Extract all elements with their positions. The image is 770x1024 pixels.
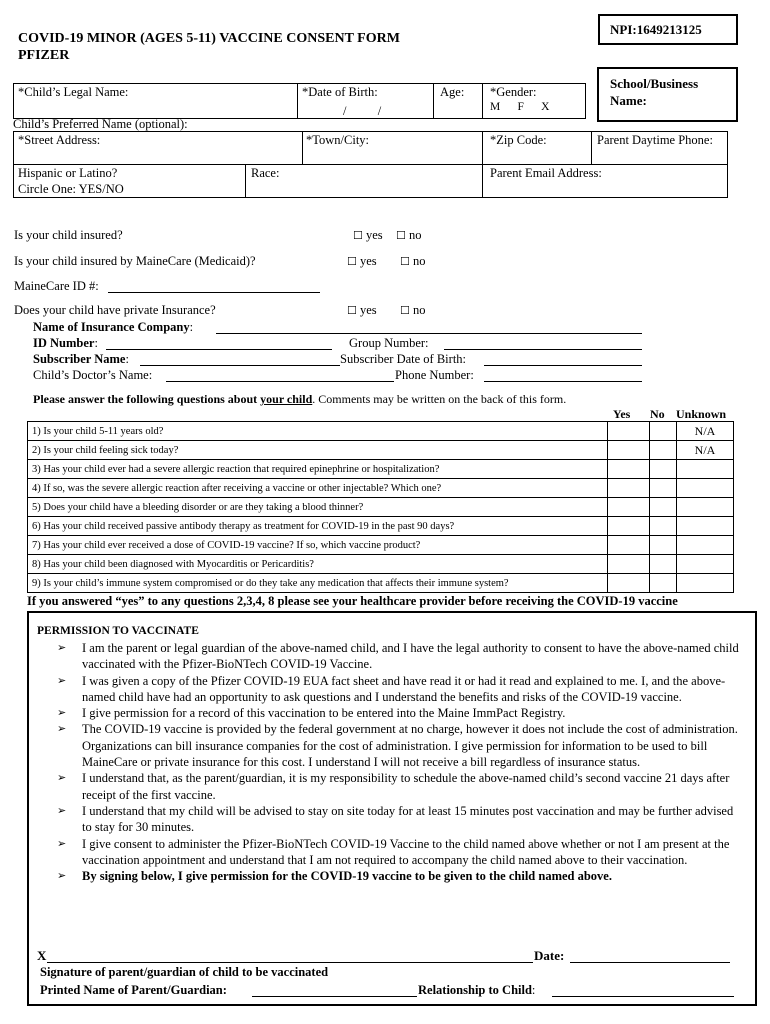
answer-yes-cell[interactable] xyxy=(608,517,650,536)
checkbox-icon[interactable]: ☐ xyxy=(400,304,410,317)
doctor-name-field[interactable] xyxy=(166,381,394,382)
answer-no-cell[interactable] xyxy=(650,574,677,593)
answer-no-cell[interactable] xyxy=(650,555,677,574)
answer-yes-cell[interactable] xyxy=(608,460,650,479)
subscriber-name-label: Subscriber Name: xyxy=(33,352,129,366)
table-row xyxy=(28,555,734,574)
col-header-no: No xyxy=(650,407,665,421)
list-item xyxy=(55,770,745,803)
answer-yes-cell[interactable] xyxy=(608,574,650,593)
arrow-bullet-icon: ➢ xyxy=(57,673,67,687)
date-label: Date: xyxy=(534,948,565,963)
answer-unknown-cell[interactable]: N/A xyxy=(677,441,734,460)
id-number-label: ID Number: xyxy=(33,336,98,350)
permission-statement: I understand that, as the parent/guardian, it is my responsibility to schedule the above-named child’s second vaccine 21 days after receipt of the first vaccine. xyxy=(82,771,730,802)
doctor-phone-field[interactable] xyxy=(484,381,642,382)
permission-statement: The COVID-19 vaccine is provided by the federal government at no charge, however it does not include the cost of administration. Organizations can bill insurance companies for the cost of administration. I give permission for information to be used to bill MaineCare or private insurance for this cost. I understand I will not receive a bill regardless of insurance status. xyxy=(82,722,738,770)
question-text: 4) If so, was the severe allergic reaction after receiving a vaccine or other injectable? Which one? xyxy=(28,479,608,498)
answer-unknown-cell[interactable]: N/A xyxy=(677,422,734,441)
question-text: 2) Is your child feeling sick today? xyxy=(28,441,608,460)
id-number-field[interactable] xyxy=(106,349,332,350)
question-text: 9) Is your child’s immune system compromised or do they take any medication that affects their immune system? xyxy=(28,574,608,593)
relationship-label: Relationship to Child: xyxy=(418,983,536,997)
subscriber-name-field[interactable] xyxy=(140,365,340,366)
question-text: 7) Has your child ever received a dose of COVID-19 vaccine? If so, which vaccine product? xyxy=(28,536,608,555)
hispanic-label: Hispanic or Latino? xyxy=(18,166,118,180)
arrow-bullet-icon: ➢ xyxy=(57,771,67,785)
table-row xyxy=(28,460,734,479)
private-yes-option[interactable]: ☐ yes xyxy=(347,303,377,317)
final-permission-statement: By signing below, I give permission for the COVID-19 vaccine to be given to the child named above. xyxy=(82,869,612,884)
printed-name-field[interactable] xyxy=(252,996,417,997)
permission-statement: I give consent to administer the Pfizer-BioNTech COVID-19 Vaccine to the child named above whether or not I am present at the vaccination appointment and understand that I am not required to accompany the child named above to their vaccination. xyxy=(82,836,730,867)
answer-no-cell[interactable] xyxy=(650,479,677,498)
table-row xyxy=(28,517,734,536)
list-item-final xyxy=(55,868,745,884)
doctor-name-label: Child’s Doctor’s Name: xyxy=(33,368,153,382)
question-text: 3) Has your child ever had a severe allergic reaction that required epinephrine or hospitalization? xyxy=(28,460,608,479)
answer-no-cell[interactable] xyxy=(650,517,677,536)
legal-name-label: *Child’s Legal Name: xyxy=(18,85,129,99)
subscriber-dob-field[interactable] xyxy=(484,365,642,366)
answer-yes-cell[interactable] xyxy=(608,422,650,441)
arrow-bullet-icon: ➢ xyxy=(57,803,67,817)
divider xyxy=(297,83,298,119)
npi-number: NPI:1649213125 xyxy=(610,22,702,37)
printed-name-label: Printed Name of Parent/Guardian: xyxy=(40,983,231,997)
insured-yes-option[interactable]: ☐ yes xyxy=(353,228,383,242)
arrow-bullet-icon: ➢ xyxy=(57,869,67,883)
permission-list xyxy=(55,640,745,884)
mainecare-id-field[interactable] xyxy=(108,292,320,293)
street-address-label[interactable]: *Street Address: xyxy=(18,133,101,147)
race-label[interactable]: Race: xyxy=(251,166,280,180)
table-row xyxy=(28,536,734,555)
answer-unknown-cell[interactable] xyxy=(677,517,734,536)
answer-no-cell[interactable] xyxy=(650,460,677,479)
checkbox-icon[interactable]: ☐ xyxy=(347,255,357,268)
answer-unknown-cell[interactable] xyxy=(677,479,734,498)
gender-options[interactable]: M F X xyxy=(490,101,550,113)
screening-questions-table xyxy=(27,421,734,593)
permission-statement: I am the parent or legal guardian of the above-named child, and I have the legal authority to consent to have the above-named child vaccinated with the Pfizer-BioNTech COVID-19 Vaccine. xyxy=(82,641,739,672)
hispanic-circle[interactable]: Circle One: YES/NO xyxy=(18,182,124,196)
list-item xyxy=(55,803,745,836)
signature-field[interactable] xyxy=(47,962,533,963)
mainecare-id-label: MaineCare ID #: xyxy=(14,279,99,293)
form-title-line2: PFIZER xyxy=(18,48,70,63)
dob-label[interactable]: *Date of Birth: xyxy=(302,85,378,99)
answer-yes-cell[interactable] xyxy=(608,498,650,517)
insured-question: Is your child insured? xyxy=(14,228,123,242)
table-row xyxy=(28,422,734,441)
checkbox-icon[interactable]: ☐ xyxy=(353,229,363,242)
signature-caption: Signature of parent/guardian of child to be vaccinated xyxy=(40,965,329,979)
yes-answer-warning: If you answered “yes” to any questions 2,3,4, 8 please see your healthcare provider before receiving the COVID-19 vaccine xyxy=(27,594,678,608)
divider xyxy=(433,83,434,119)
zip-code-label[interactable]: *Zip Code: xyxy=(490,133,547,147)
permission-statement: I give permission for a record of this vaccination to be entered into the Maine ImmPact Registry. xyxy=(82,706,566,721)
divider xyxy=(482,164,483,198)
answer-yes-cell[interactable] xyxy=(608,441,650,460)
list-item xyxy=(55,836,745,869)
gender-label: *Gender: xyxy=(490,85,537,99)
answer-yes-cell[interactable] xyxy=(608,479,650,498)
checkbox-icon[interactable]: ☐ xyxy=(396,229,406,242)
answer-unknown-cell[interactable] xyxy=(677,460,734,479)
checkbox-icon[interactable]: ☐ xyxy=(347,304,357,317)
date-field[interactable] xyxy=(570,962,730,963)
divider xyxy=(482,131,483,165)
list-item xyxy=(55,705,745,721)
divider xyxy=(302,131,303,165)
subscriber-dob-label: Subscriber Date of Birth: xyxy=(340,352,467,366)
col-header-yes: Yes xyxy=(613,407,631,421)
divider xyxy=(482,83,483,119)
group-number-field[interactable] xyxy=(444,349,642,350)
answer-no-cell[interactable] xyxy=(650,441,677,460)
relationship-field[interactable] xyxy=(552,996,734,997)
mainecare-yes-option[interactable]: ☐ yes xyxy=(347,254,377,268)
town-city-label[interactable]: *Town/City: xyxy=(306,133,370,147)
answer-unknown-cell[interactable] xyxy=(677,536,734,555)
npi-box xyxy=(598,14,738,45)
question-text: 6) Has your child received passive antibody therapy as treatment for COVID-19 in the past 90 days? xyxy=(28,517,608,536)
answer-no-cell[interactable] xyxy=(650,498,677,517)
question-text: 1) Is your child 5-11 years old? xyxy=(28,422,608,441)
answer-no-cell[interactable] xyxy=(650,536,677,555)
form-title-line1: COVID-19 MINOR (AGES 5-11) VACCINE CONSENT FORM xyxy=(18,31,400,46)
school-business-label: School/Business Name: xyxy=(610,76,699,108)
answer-unknown-cell[interactable] xyxy=(677,555,734,574)
mainecare-question: Is your child insured by MaineCare (Medicaid)? xyxy=(14,254,256,268)
answer-no-cell[interactable] xyxy=(650,422,677,441)
insured-no-option[interactable]: ☐ no xyxy=(396,228,422,242)
table-row xyxy=(28,574,734,593)
arrow-bullet-icon: ➢ xyxy=(57,641,67,654)
insurance-company-field[interactable] xyxy=(216,333,642,334)
list-item xyxy=(55,721,745,770)
group-number-label: Group Number: xyxy=(349,336,429,350)
arrow-bullet-icon: ➢ xyxy=(57,706,67,720)
questions-intro: Please answer the following questions about your child. Comments may be written on the back of this form. xyxy=(33,392,567,406)
col-header-unknown: Unknown xyxy=(676,407,727,421)
permission-heading: PERMISSION TO VACCINATE xyxy=(37,625,199,637)
answer-yes-cell[interactable] xyxy=(608,555,650,574)
checkbox-icon[interactable]: ☐ xyxy=(400,255,410,268)
mainecare-no-option[interactable]: ☐ no xyxy=(400,254,426,268)
age-label[interactable]: Age: xyxy=(440,85,465,99)
signature-x: X xyxy=(37,948,47,963)
question-text: 8) Has your child been diagnosed with Myocarditis or Pericarditis? xyxy=(28,555,608,574)
dob-slashes: / / xyxy=(343,104,382,118)
permission-statement: I understand that my child will be advised to stay on site today for at least 15 minutes post vaccination and may be further advised to stay for 30 minutes. xyxy=(82,803,734,835)
permission-statement: I was given a copy of the Pfizer COVID-19 EUA fact sheet and have read it or had it read and explained to me. I, and the above-named child have had an opportunity to ask questions and I understand the benefits and risks of the COVID-19 vaccine. xyxy=(82,673,726,704)
parent-phone-label[interactable]: Parent Daytime Phone: xyxy=(597,133,713,147)
divider xyxy=(591,131,592,165)
private-no-option[interactable]: ☐ no xyxy=(400,303,426,317)
divider xyxy=(245,164,246,198)
private-insurance-question: Does your child have private Insurance? xyxy=(14,303,216,317)
list-item xyxy=(55,673,745,706)
answer-yes-cell[interactable] xyxy=(608,536,650,555)
parent-email-label[interactable]: Parent Email Address: xyxy=(490,166,602,180)
doctor-phone-label: Phone Number: xyxy=(395,368,474,382)
arrow-bullet-icon: ➢ xyxy=(57,836,67,850)
answer-unknown-cell[interactable] xyxy=(677,498,734,517)
table-row xyxy=(28,498,734,517)
table-row xyxy=(28,479,734,498)
question-text: 5) Does your child have a bleeding disorder or are they taking a blood thinner? xyxy=(28,498,608,517)
list-item xyxy=(55,640,745,673)
arrow-bullet-icon: ➢ xyxy=(57,722,67,736)
table-row xyxy=(28,441,734,460)
answer-unknown-cell[interactable] xyxy=(677,574,734,593)
preferred-name-label[interactable]: Child’s Preferred Name (optional): xyxy=(13,117,188,131)
school-business-box[interactable] xyxy=(597,67,738,122)
insurance-company-label: Name of Insurance Company: xyxy=(33,320,194,334)
